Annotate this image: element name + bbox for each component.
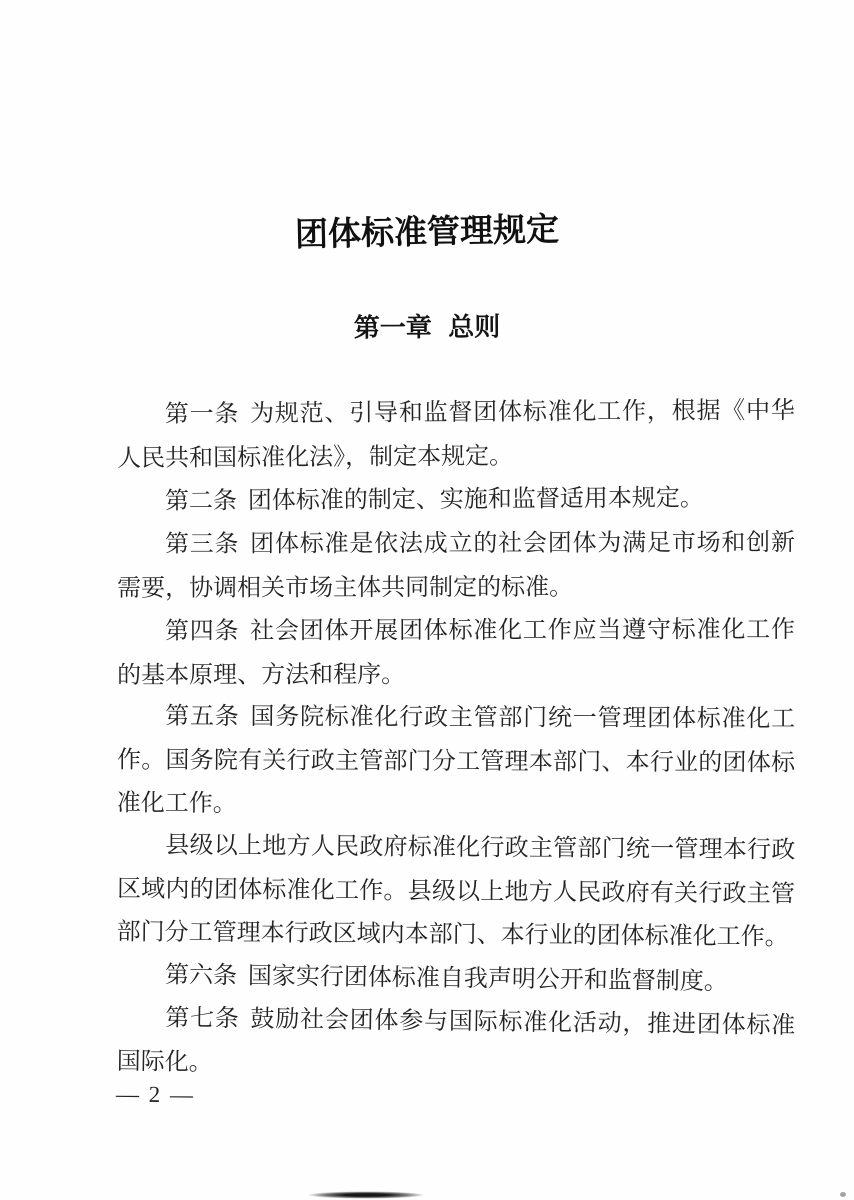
article-paragraph — [117, 522, 795, 611]
article-paragraph — [116, 997, 795, 1092]
article-text: 县级以上地方人民政府标准化行政主管部门统一管理本行政区域内的团体标准化工作。县级以上地方人民政府有关行政主管部门分工管理本行政区域内本部门、本行业的团体标准化工作。 — [116, 832, 796, 951]
article-text: 团体标准是依法成立的社会团体为满足市场和创新需要，协调相关市场主体共同制定的标准。 — [117, 529, 795, 601]
document-body — [117, 392, 795, 1088]
article-number-label: 第一条 — [164, 401, 240, 428]
article-text: 为规范、引导和监督团体标准化工作，根据《中华人民共和国标准化法》，制定本规定。 — [117, 397, 795, 472]
article-text: 国家实行团体标准自我声明公开和监督制度。 — [247, 962, 728, 995]
article-text: 社会团体开展团体标准化工作应当遵守标准化工作的基本原理、方法和程序。 — [117, 616, 795, 688]
article-paragraph — [117, 609, 795, 698]
article-paragraph — [117, 390, 796, 481]
article-paragraph — [117, 695, 796, 828]
article-number-label: 第三条 — [164, 531, 240, 558]
document-title: 团体标准管理规定 — [294, 210, 560, 253]
article-text: 团体标准的制定、实施和监督适用本规定。 — [247, 485, 704, 515]
scan-artifact-speck — [840, 1192, 846, 1197]
article-text: 国务院标准化行政主管部门统一管理团体标准化工作。国务院有关行政主管部门分工管理本部门、本行业的团体标准化工作。 — [116, 703, 796, 817]
chapter-heading: 第一章 总则 — [353, 311, 501, 343]
article-number-label: 第五条 — [165, 703, 240, 730]
article-text: 鼓励社会团体参与国际标准化活动，推进团体标准国际化。 — [116, 1006, 796, 1076]
page-number: — 2 — — [115, 1081, 196, 1108]
article-paragraph — [116, 824, 795, 960]
article-number-label: 第六条 — [164, 961, 238, 989]
article-number-label: 第七条 — [165, 1005, 240, 1033]
article-paragraph — [117, 477, 795, 525]
scan-artifact-smudge — [287, 1190, 445, 1200]
article-number-label: 第二条 — [164, 488, 238, 515]
article-number-label: 第四条 — [164, 618, 240, 645]
